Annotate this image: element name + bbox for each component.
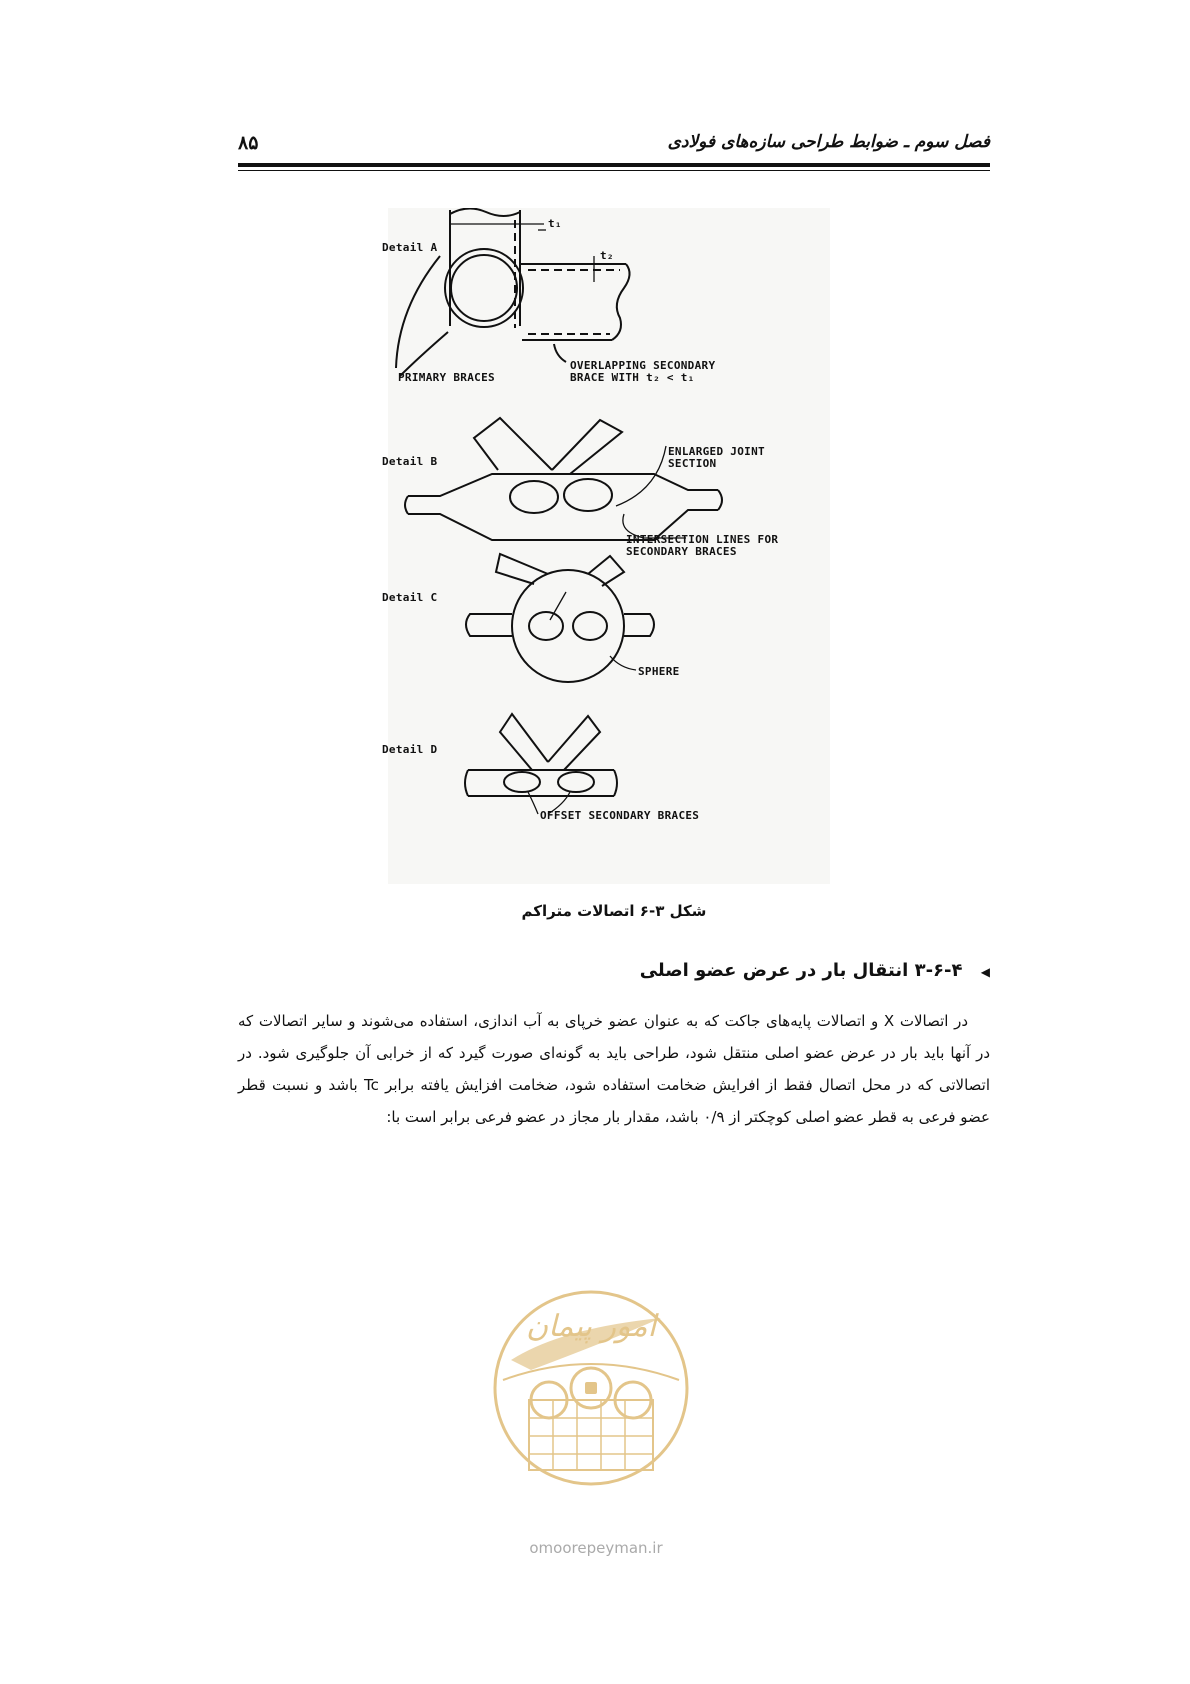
- enlarged-label-2: SECTION: [668, 457, 717, 470]
- watermark-url: omoorepeyman.ir: [529, 1539, 663, 1557]
- section-title: انتقال بار در عرض عضو اصلی: [639, 960, 909, 981]
- detail-c-drawing: [466, 554, 654, 682]
- body-paragraph: [238, 1005, 990, 1133]
- header-rule-thick: [238, 163, 990, 167]
- detail-b-drawing: [405, 418, 722, 540]
- header-rule-thin: [238, 170, 990, 171]
- enlarged-label-1: ENLARGED JOINT: [668, 445, 765, 458]
- section-arrow-icon: ◀: [980, 965, 990, 979]
- logo-text: امور پیمان: [526, 1309, 656, 1344]
- joint-details-figure: [382, 208, 830, 884]
- detail-d-label: Detail D: [382, 743, 438, 756]
- detail-d-drawing: [465, 714, 617, 814]
- figure-caption: شکل ۳-۶ اتصالات متراکم: [521, 902, 707, 920]
- section-heading: [640, 960, 990, 981]
- t2-label: t₂: [600, 249, 614, 262]
- omoorepeyman-logo-icon: [491, 1288, 691, 1488]
- chapter-title: فصل سوم ـ ضوابط طراحی سازه‌های فولادی: [667, 132, 990, 152]
- section-number: ۳-۶-۴: [914, 960, 963, 981]
- joint-details-drawing: [388, 208, 830, 884]
- sphere-label: SPHERE: [638, 665, 680, 678]
- page-number: ۸۵: [238, 132, 259, 154]
- intersection-label-2: SECONDARY BRACES: [626, 545, 737, 558]
- primary-braces-label: PRIMARY BRACES: [398, 371, 495, 384]
- intersection-label-1: INTERSECTION LINES FOR: [626, 533, 779, 546]
- detail-a-label: Detail A: [382, 241, 438, 254]
- detail-c-label: Detail C: [382, 591, 438, 604]
- t1-label: t₁: [548, 217, 562, 230]
- offset-label: OFFSET SECONDARY BRACES: [540, 809, 700, 822]
- detail-b-label: Detail B: [382, 455, 438, 468]
- overlapping-label-2: BRACE WITH t₂ < t₁: [570, 371, 695, 384]
- detail-a-drawing: [396, 208, 630, 376]
- paragraph-text: در اتصالات X و اتصالات پایه‌های جاکت که به عنوان عضو خرپای به آب اندازی، استفاده می‌شوند و سایر اتصالات که در آنها باید بار در عرض عضو اصلی منتقل شود، طراحی باید به گونه‌ای صورت گیرد که از خرابی آن جلوگیری شود. در اتصالاتی که در محل اتصال فقط از افرایش ضخامت استفاده شود، ضخامت افزایش یافته برابر Tc باشد و نسبت قطر عضو فرعی به قطر عضو اصلی کوچکتر از ۰/۹ باشد، مقدار بار مجاز در عضو فرعی برابر است با:: [238, 1012, 990, 1126]
- overlapping-label-1: OVERLAPPING SECONDARY: [570, 359, 716, 372]
- page-header: [238, 124, 990, 164]
